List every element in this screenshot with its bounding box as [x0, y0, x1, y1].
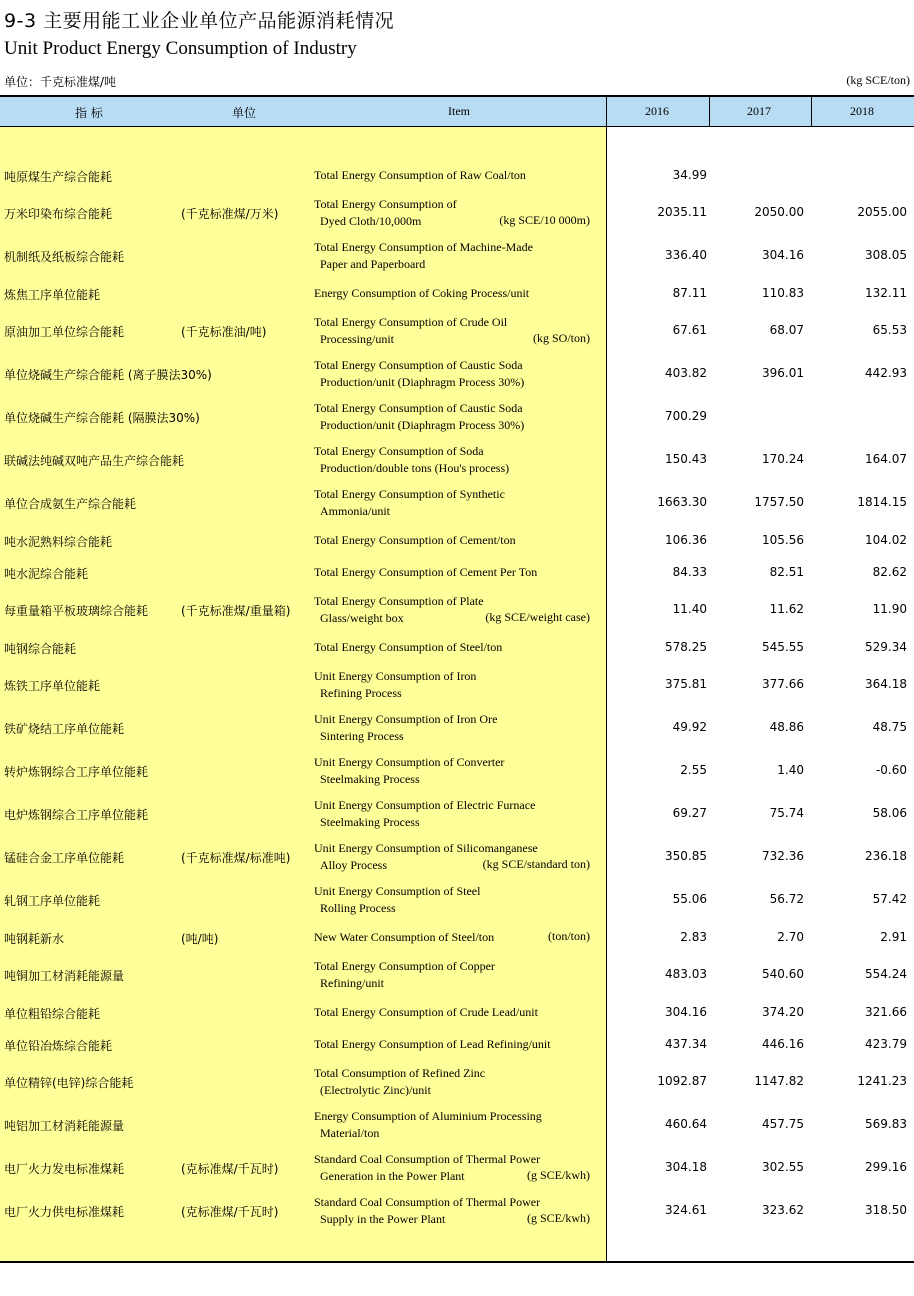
item-english-line1: Total Energy Consumption of Crude Oil	[314, 315, 508, 329]
indicator-name: 原油加工单位综合能耗	[4, 325, 125, 339]
item-english-line1: Unit Energy Consumption of Electric Furnace	[314, 798, 536, 812]
value-2017: 110.83	[762, 286, 804, 300]
value-2016: 336.40	[665, 248, 707, 262]
indicator-name: 吨水泥综合能耗	[4, 567, 89, 581]
indicator-name: 吨钢综合能耗	[4, 642, 77, 656]
item-english	[314, 1036, 604, 1053]
indicator-name: 吨铜加工材消耗能源量	[4, 969, 125, 983]
item-english-unit: (kg SCE/10 000m)	[499, 213, 590, 227]
unit-label-english: (kg SCE/ton)	[846, 73, 910, 87]
table-row	[0, 841, 914, 872]
item-english	[314, 1108, 604, 1142]
item-english	[314, 797, 604, 831]
value-2018: 554.24	[865, 967, 907, 981]
item-english-line1: Energy Consumption of Coking Process/unit	[314, 286, 530, 300]
indicator-name: 单位合成氨生产综合能耗	[4, 497, 137, 511]
item-english-line2: Generation in the Power Plant	[320, 1169, 465, 1183]
item-english-line1: Unit Energy Consumption of Iron Ore	[314, 712, 498, 726]
value-2018: 57.42	[872, 892, 907, 906]
value-2017: 68.07	[769, 323, 804, 337]
item-english-line1: Total Energy Consumption of Copper	[314, 959, 495, 973]
item-english-line2: Refining/unit	[320, 976, 384, 990]
value-2016: 437.34	[665, 1037, 707, 1051]
item-english-line1: Total Energy Consumption of Cement Per Ton	[314, 565, 538, 579]
value-2016: 304.18	[665, 1160, 707, 1174]
value-2018: 2.91	[880, 930, 907, 944]
item-english	[314, 400, 604, 434]
indicator-name: 电厂火力发电标准煤耗	[4, 1162, 125, 1176]
value-2016: 150.43	[665, 452, 707, 466]
value-2017: 2050.00	[754, 205, 804, 219]
item-english-line1: Total Energy Consumption of Crude Lead/unit	[314, 1005, 538, 1019]
table-row	[0, 240, 914, 271]
table-row	[0, 358, 914, 389]
table-row	[0, 929, 914, 946]
value-2017: 105.56	[762, 533, 804, 547]
header-unit: 单位	[232, 106, 257, 120]
item-english-unit: (ton/ton)	[548, 929, 590, 943]
indicator-name: 单位烧碱生产综合能耗 (隔膜法30%)	[4, 411, 200, 425]
value-2017: 374.20	[762, 1005, 804, 1019]
indicator-unit: (吨/吨)	[181, 932, 219, 946]
value-2017: 540.60	[762, 967, 804, 981]
item-english-line1: Total Energy Consumption of	[314, 197, 457, 211]
indicator-name: 电厂火力供电标准煤耗	[4, 1205, 125, 1219]
value-2016: 49.92	[672, 720, 707, 734]
value-2016: 1663.30	[657, 495, 707, 509]
item-english-unit: (kg SO/ton)	[533, 331, 590, 345]
item-english-line2: Dyed Cloth/10,000m	[320, 214, 422, 228]
item-english-line1: Total Energy Consumption of Machine-Made	[314, 240, 533, 254]
table-row	[0, 1109, 914, 1140]
value-2018: 1814.15	[857, 495, 907, 509]
value-2016: 324.61	[665, 1203, 707, 1217]
value-2018: 2055.00	[857, 205, 907, 219]
table-title-english: Unit Product Energy Consumption of Industry	[4, 38, 357, 59]
item-english-line1: New Water Consumption of Steel/ton	[314, 930, 495, 944]
value-2017: 304.16	[762, 248, 804, 262]
item-english-line2: Production/double tons (Hou's process)	[320, 461, 510, 475]
indicator-name: 吨铝加工材消耗能源量	[4, 1119, 125, 1133]
table-row	[0, 798, 914, 829]
value-2018: 529.34	[865, 640, 907, 654]
value-2016: 1092.87	[657, 1074, 707, 1088]
indicator-unit: (千克标准煤/万米)	[181, 207, 279, 221]
value-2018: 48.75	[872, 720, 907, 734]
item-english-line2: Glass/weight box	[320, 611, 404, 625]
indicator-name: 炼铁工序单位能耗	[4, 679, 101, 693]
value-2016: 350.85	[665, 849, 707, 863]
table-row	[0, 1004, 914, 1021]
item-english	[314, 357, 604, 391]
item-english	[314, 639, 604, 656]
value-2018: 236.18	[865, 849, 907, 863]
item-english-line1: Total Energy Consumption of Synthetic	[314, 487, 505, 501]
item-english	[314, 285, 604, 302]
value-2016: 34.99	[672, 168, 707, 182]
value-2016: 106.36	[665, 533, 707, 547]
item-english	[314, 958, 604, 992]
value-2016: 375.81	[665, 677, 707, 691]
value-2017: 82.51	[769, 565, 804, 579]
value-2016: 55.06	[672, 892, 707, 906]
value-2018: 569.83	[865, 1117, 907, 1131]
value-2018: 132.11	[865, 286, 907, 300]
item-english	[314, 239, 604, 273]
value-2017: 11.62	[769, 602, 804, 616]
value-2017: 1147.82	[754, 1074, 804, 1088]
value-2018: 442.93	[865, 366, 907, 380]
value-2016: 460.64	[665, 1117, 707, 1131]
item-english	[314, 443, 604, 477]
value-2018: 364.18	[865, 677, 907, 691]
value-2017: 302.55	[762, 1160, 804, 1174]
item-english-line1: Energy Consumption of Aluminium Processing	[314, 1109, 542, 1123]
item-english-line2: Alloy Process	[320, 858, 387, 872]
table-header	[0, 97, 914, 127]
value-2018: 82.62	[872, 565, 907, 579]
header-divider-2018	[811, 97, 812, 127]
indicator-name: 电炉炼钢综合工序单位能耗	[4, 808, 149, 822]
item-english	[314, 532, 604, 549]
indicator-name: 单位粗铅综合能耗	[4, 1007, 101, 1021]
value-2016: 11.40	[672, 602, 707, 616]
value-2018: 11.90	[872, 602, 907, 616]
indicator-name: 轧钢工序单位能耗	[4, 894, 101, 908]
item-english	[314, 711, 604, 745]
item-english-line2: Rolling Process	[320, 901, 396, 915]
item-english-line1: Total Energy Consumption of Cement/ton	[314, 533, 516, 547]
item-english	[314, 1004, 604, 1021]
item-english-line1: Total Consumption of Refined Zinc	[314, 1066, 486, 1080]
bottom-rule	[0, 1261, 914, 1263]
item-english-line2: (Electrolytic Zinc)/unit	[320, 1083, 431, 1097]
item-english-unit: (g SCE/kwh)	[527, 1168, 590, 1182]
table-row	[0, 564, 914, 581]
table-row	[0, 1152, 914, 1183]
value-2018: 104.02	[865, 533, 907, 547]
indicator-name: 单位精锌(电锌)综合能耗	[4, 1076, 134, 1090]
table-row	[0, 1036, 914, 1053]
indicator-unit: (千克标准煤/标准吨)	[181, 851, 291, 865]
table-row	[0, 444, 914, 475]
value-2016: 304.16	[665, 1005, 707, 1019]
item-english-line1: Total Energy Consumption of Soda	[314, 444, 484, 458]
value-2018: 318.50	[865, 1203, 907, 1217]
item-english-line2: Sintering Process	[320, 729, 404, 743]
indicator-unit: (千克标准煤/重量箱)	[181, 604, 291, 618]
value-2017: 2.70	[777, 930, 804, 944]
value-2017: 545.55	[762, 640, 804, 654]
item-english	[314, 167, 604, 184]
item-english-unit: (g SCE/kwh)	[527, 1211, 590, 1225]
table-row	[0, 1195, 914, 1226]
indicator-unit: (克标准煤/千瓦时)	[181, 1162, 279, 1176]
item-english-line1: Unit Energy Consumption of Converter	[314, 755, 505, 769]
item-english-line1: Standard Coal Consumption of Thermal Power	[314, 1195, 541, 1209]
value-2018: 65.53	[872, 323, 907, 337]
item-english-line2: Steelmaking Process	[320, 772, 420, 786]
item-english-line1: Total Energy Consumption of Steel/ton	[314, 640, 503, 654]
value-2017: 170.24	[762, 452, 804, 466]
item-english	[314, 668, 604, 702]
value-2016: 700.29	[665, 409, 707, 423]
item-english	[314, 1065, 604, 1099]
table-title-chinese: 9-3 主要用能工业企业单位产品能源消耗情况	[4, 10, 395, 32]
item-english-unit: (kg SCE/weight case)	[485, 610, 590, 624]
value-2017: 377.66	[762, 677, 804, 691]
table-row	[0, 669, 914, 700]
value-2016: 67.61	[672, 323, 707, 337]
item-english-line1: Total Energy Consumption of Caustic Soda	[314, 401, 523, 415]
header-divider-2017	[709, 97, 710, 127]
value-2016: 483.03	[665, 967, 707, 981]
value-2017: 457.75	[762, 1117, 804, 1131]
indicator-name: 炼焦工序单位能耗	[4, 288, 101, 302]
value-2017: 1757.50	[754, 495, 804, 509]
table-row	[0, 285, 914, 302]
indicator-name: 铁矿烧结工序单位能耗	[4, 722, 125, 736]
item-english	[314, 564, 604, 581]
value-2016: 2035.11	[657, 205, 707, 219]
value-2018: 1241.23	[857, 1074, 907, 1088]
header-year-2016: 2016	[645, 104, 669, 118]
item-english-line2: Processing/unit	[320, 332, 394, 346]
value-2017: 48.86	[769, 720, 804, 734]
value-2018: -0.60	[875, 763, 907, 777]
indicator-name: 吨原煤生产综合能耗	[4, 170, 113, 184]
indicator-name: 单位烧碱生产综合能耗 (离子膜法30%)	[4, 368, 212, 382]
table-row	[0, 594, 914, 625]
table-row	[0, 487, 914, 518]
value-2017: 75.74	[769, 806, 804, 820]
value-2018: 308.05	[865, 248, 907, 262]
indicator-name: 吨水泥熟料综合能耗	[4, 535, 113, 549]
value-2016: 87.11	[672, 286, 707, 300]
item-english-line2: Production/unit (Diaphragm Process 30%)	[320, 375, 525, 389]
item-english-line1: Unit Energy Consumption of Steel	[314, 884, 481, 898]
table-row	[0, 401, 914, 432]
table-row	[0, 884, 914, 915]
item-english	[314, 754, 604, 788]
indicator-name: 转炉炼钢综合工序单位能耗	[4, 765, 149, 779]
item-english-line2: Paper and Paperboard	[320, 257, 426, 271]
value-2017: 732.36	[762, 849, 804, 863]
table-row	[0, 959, 914, 990]
item-english-line2: Steelmaking Process	[320, 815, 420, 829]
value-2016: 84.33	[672, 565, 707, 579]
value-2018: 164.07	[865, 452, 907, 466]
value-2017: 1.40	[777, 763, 804, 777]
value-2017: 323.62	[762, 1203, 804, 1217]
indicator-name: 万米印染布综合能耗	[4, 207, 113, 221]
value-2016: 69.27	[672, 806, 707, 820]
item-english-line2: Production/unit (Diaphragm Process 30%)	[320, 418, 525, 432]
value-2017: 56.72	[769, 892, 804, 906]
indicator-name: 吨钢耗新水	[4, 932, 65, 946]
header-item: Item	[448, 104, 470, 118]
unit-label-chinese: 单位：千克标准煤/吨	[4, 75, 117, 89]
item-english-unit: (kg SCE/standard ton)	[482, 857, 590, 871]
table-row	[0, 639, 914, 656]
value-2018: 299.16	[865, 1160, 907, 1174]
item-english-line1: Standard Coal Consumption of Thermal Power	[314, 1152, 541, 1166]
indicator-name: 每重量箱平板玻璃综合能耗	[4, 604, 149, 618]
header-indicator: 指 标	[75, 106, 103, 120]
indicator-name: 单位铅冶炼综合能耗	[4, 1039, 113, 1053]
value-2018: 321.66	[865, 1005, 907, 1019]
value-2016: 403.82	[665, 366, 707, 380]
header-year-2018: 2018	[850, 104, 874, 118]
item-english-line2: Material/ton	[320, 1126, 380, 1140]
value-2016: 578.25	[665, 640, 707, 654]
item-english-line1: Total Energy Consumption of Lead Refining/unit	[314, 1037, 551, 1051]
item-english-line2: Refining Process	[320, 686, 402, 700]
table-row	[0, 315, 914, 346]
table-row	[0, 712, 914, 743]
value-2018: 58.06	[872, 806, 907, 820]
item-english-line1: Unit Energy Consumption of Silicomanganese	[314, 841, 538, 855]
table-row	[0, 197, 914, 228]
item-english-line1: Unit Energy Consumption of Iron	[314, 669, 477, 683]
value-2016: 2.55	[680, 763, 707, 777]
indicator-unit: (千克标准油/吨)	[181, 325, 267, 339]
item-english	[314, 883, 604, 917]
item-english-line2: Supply in the Power Plant	[320, 1212, 446, 1226]
value-2016: 2.83	[680, 930, 707, 944]
value-2018: 423.79	[865, 1037, 907, 1051]
table-row	[0, 1066, 914, 1097]
item-english	[314, 486, 604, 520]
item-english-line1: Total Energy Consumption of Raw Coal/ton	[314, 168, 526, 182]
indicator-name: 机制纸及纸板综合能耗	[4, 250, 125, 264]
item-english-line2: Ammonia/unit	[320, 504, 390, 518]
value-2017: 446.16	[762, 1037, 804, 1051]
header-year-2017: 2017	[747, 104, 771, 118]
indicator-name: 锰硅合金工序单位能耗	[4, 851, 125, 865]
value-2017: 396.01	[762, 366, 804, 380]
indicator-name: 联碱法纯碱双吨产品生产综合能耗	[4, 454, 185, 468]
table-row	[0, 532, 914, 549]
indicator-unit: (克标准煤/千瓦时)	[181, 1205, 279, 1219]
table-row	[0, 755, 914, 786]
item-english-line1: Total Energy Consumption of Caustic Soda	[314, 358, 523, 372]
table-row	[0, 167, 914, 184]
item-english-line1: Total Energy Consumption of Plate	[314, 594, 484, 608]
